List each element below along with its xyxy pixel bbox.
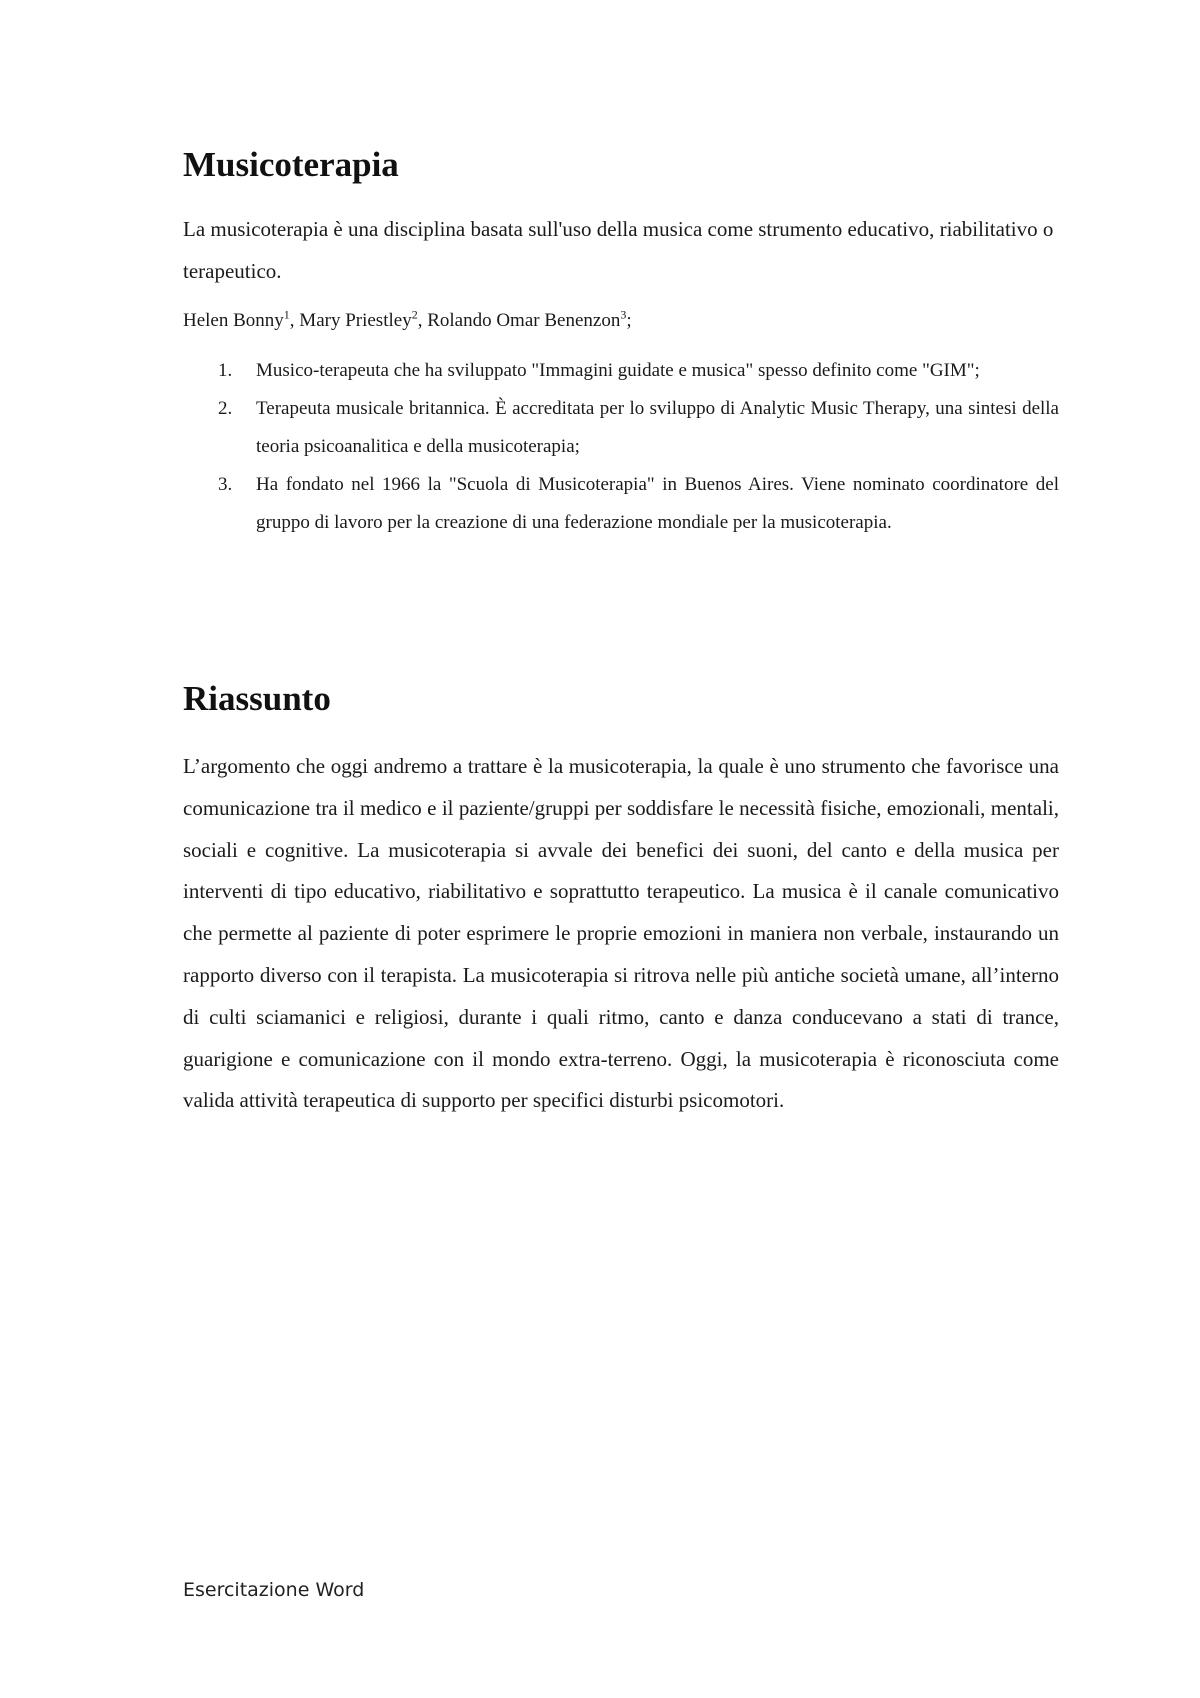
author-name: Mary Priestley [299,310,412,331]
document-content [183,140,1059,1122]
summary-paragraph: L’argomento che oggi andremo a trattare è la musicoterapia, la quale è uno strumento che favorisce una comunicazione tra il medico e il paziente/gruppi per soddisfare le necessità fisiche, emozionali, mentali, sociali e cognitive. La musicoterapia si avvale dei benefici dei suoni, del canto e della musica per interventi di tipo educativo, riabilitativo e soprattutto terapeutico. La musica è il canale comunicativo che permette al paziente di poter esprimere le proprie emozioni in maniera non verbale, instaurando un rapporto diverso con il terapista. La musicoterapia si ritrova nelle più antiche società umane, all’interno di culti sciamanici e religiosi, durante i quali ritmo, canto e danza conducevano a stati di trance, guarigione e comunicazione con il mondo extra-terreno. Oggi, la musicoterapia è riconosciuta come valida attività terapeutica di supporto per specifici disturbi psicomotori. [183,754,1059,1113]
list-item-text: Musico-terapeuta che ha sviluppato "Immagini guidate e musica" spesso definito come "GIM"; [256,360,980,381]
footnote-ref: 1 [283,307,290,322]
authors-line [183,306,1059,336]
list-item-number: 1. [218,360,233,381]
notes-list [183,352,1059,542]
list-item-text: Ha fondato nel 1966 la "Scuola di Musicoterapia" in Buenos Aires. Viene nominato coordinatore del gruppo di lavoro per la creazione di una federazione mondiale per la musicoterapia. [256,474,1059,533]
section-title-musicoterapia: Musicoterapia [183,145,399,184]
author-separator: , [289,310,300,331]
section-spacer [183,542,1059,674]
list-item [183,390,1059,466]
intro-paragraph: La musicoterapia è una disciplina basata sull'uso della musica come strumento educativo, riabilitativo o terapeutico. [183,217,1054,283]
author-name: Helen Bonny [183,310,284,331]
page-footer: Esercitazione Word [183,1579,365,1601]
list-item [183,352,1059,390]
author-separator: , [417,310,428,331]
list-item-text: Terapeuta musicale britannica. È accreditata per lo sviluppo di Analytic Music Therapy, una sintesi della teoria psicoanalitica e della musicoterapia; [256,398,1059,457]
list-item-number: 3. [218,474,233,495]
list-item [183,466,1059,542]
list-item-number: 2. [218,398,233,419]
footnote-ref: 2 [411,307,418,322]
author-name: Rolando Omar Benenzon [427,310,621,331]
author-separator: ; [626,310,632,331]
section-title-riassunto: Riassunto [183,679,331,718]
footnote-ref: 3 [620,307,627,322]
